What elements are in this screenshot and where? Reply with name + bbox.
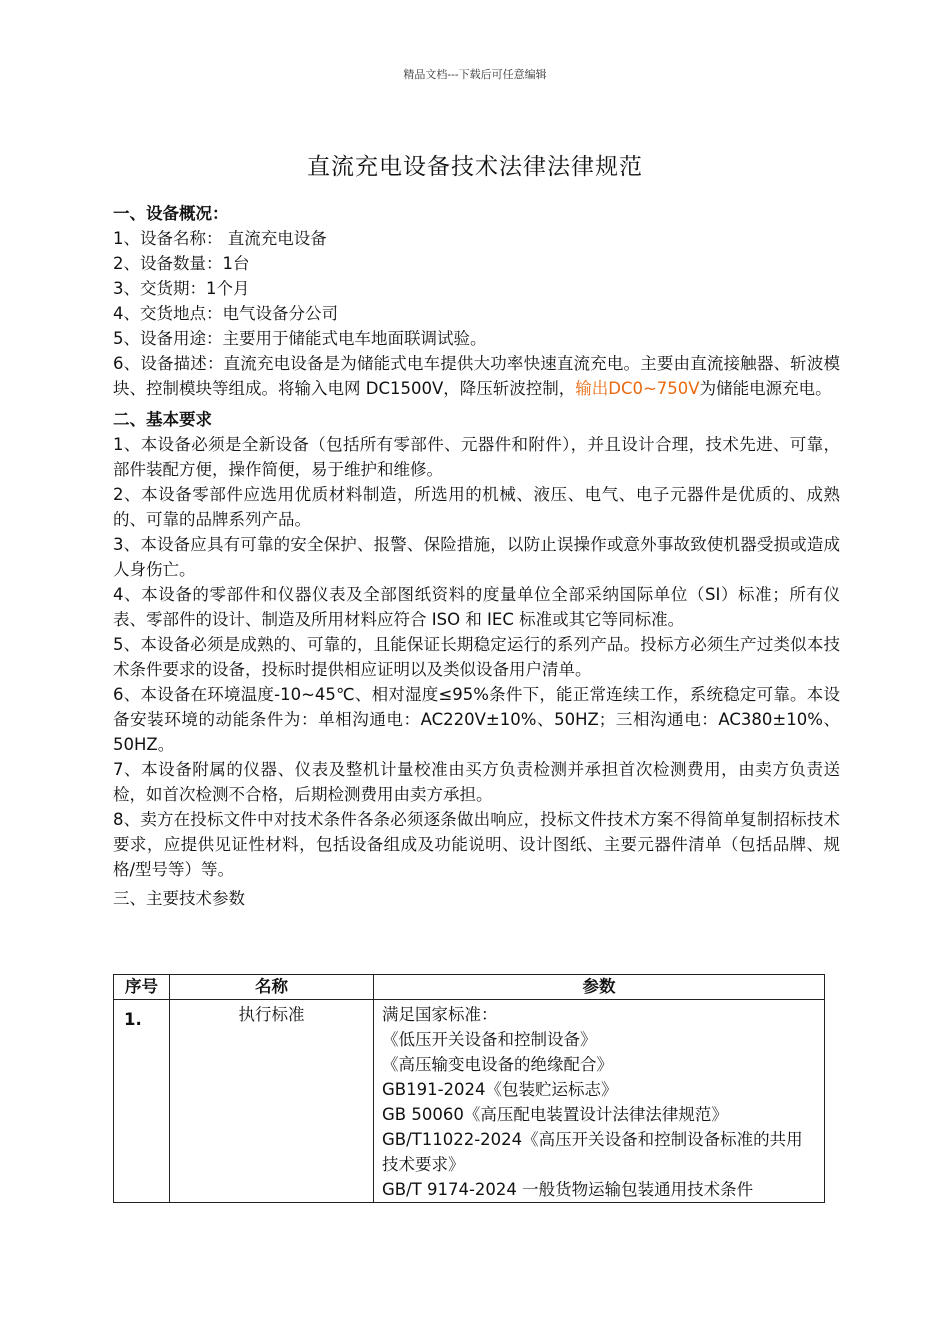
requirement-item: 3、本设备应具有可靠的安全保护、报警、保险措施，以防止误操作或意外事故致使机器受损或造成人身伤亡。 <box>113 535 840 579</box>
requirement-item: 8、卖方在投标文件中对技术条件各条必须逐条做出响应，投标文件技术方案不得简单复制招标技术要求，应提供见证性材料，包括设备组成及功能说明、设计图纸、主要元器件清单（包括品牌、规格/型号等）等。 <box>113 810 840 879</box>
overview-item: 2、设备数量：1台 <box>113 254 250 273</box>
param-line: 《低压开关设备和控制设备》 <box>382 1030 597 1049</box>
requirement-item: 7、本设备附属的仪器、仪表及整机计量校准由买方负责检测并承担首次检测费用，由卖方负责送检，如首次检测不合格，后期检测费用由卖方承担。 <box>113 760 840 804</box>
param-line: 满足国家标准： <box>382 1005 498 1024</box>
document-title: 直流充电设备技术法律法律规范 <box>307 154 643 180</box>
param-line: GB 50060《高压配电装置设计法律法律规范》 <box>382 1105 728 1124</box>
overview-item-description <box>113 351 840 401</box>
header-name: 名称 <box>170 975 374 1000</box>
row-params <box>374 1000 825 1203</box>
description-text-end: 为储能电源充电。 <box>699 379 832 398</box>
param-line: GB/T 9174-2024 一般货物运输包装通用技术条件 <box>382 1180 754 1199</box>
section-heading-requirements: 二、基本要求 <box>113 410 212 429</box>
parameters-table <box>113 974 825 1203</box>
header-no: 序号 <box>114 975 170 1000</box>
requirement-item: 5、本设备必须是成熟的、可靠的，且能保证长期稳定运行的系列产品。投标方必须生产过类似本技术条件要求的设备，投标时提供相应证明以及类似设备用户清单。 <box>113 635 840 679</box>
table-row <box>114 1000 825 1203</box>
requirement-item: 4、本设备的零部件和仪器仪表及全部图纸资料的度量单位全部采纳国际单位（SI）标准；所有仪表、零部件的设计、制造及所用材料应符合 ISO 和 IEC 标准或其它等同标准。 <box>113 585 840 629</box>
overview-item: 5、设备用途：主要用于储能式电车地面联调试验。 <box>113 329 487 348</box>
row-no: 1. <box>114 1000 170 1203</box>
document-body <box>113 201 840 911</box>
header-note: 精品文档---下载后可任意编辑 <box>403 68 547 81</box>
param-line: GB/T11022-2024《高压开关设备和控制设备标准的共用技术要求》 <box>382 1130 803 1174</box>
param-line: 《高压输变电设备的绝缘配合》 <box>382 1055 613 1074</box>
overview-item: 4、交货地点：电气设备分公司 <box>113 304 338 323</box>
row-name: 执行标准 <box>170 1000 374 1203</box>
overview-item: 1、设备名称： 直流充电设备 <box>113 229 327 248</box>
requirement-item: 2、本设备零部件应选用优质材料制造，所选用的机械、液压、电气、电子元器件是优质的、成熟的、可靠的品牌系列产品。 <box>113 485 840 529</box>
overview-item: 3、交货期：1个月 <box>113 279 250 298</box>
description-text: 6、设备描述：直流充电设备是为储能式电车提供大功率快速直流充电。主要由直流接触器、斩波模块、控制模块等组成。将输入电网 DC1500V，降压斩波控制， <box>113 354 840 398</box>
param-line: GB191-2024《包装贮运标志》 <box>382 1080 618 1099</box>
requirement-item: 6、本设备在环境温度-10~45℃、相对湿度≤95%条件下，能正常连续工作，系统稳定可靠。本设备安装环境的动能条件为：单相沟通电：AC220V±10%、50HZ；三相沟通电：AC380±10%、50HZ。 <box>113 685 840 754</box>
section-heading-parameters: 三、主要技术参数 <box>113 889 245 908</box>
table-header-row <box>114 975 825 1000</box>
description-highlight: 输出DC0~750V <box>575 379 700 398</box>
header-params: 参数 <box>374 975 825 1000</box>
section-heading-overview: 一、设备概况： <box>113 204 229 223</box>
requirement-item: 1、本设备必须是全新设备（包括所有零部件、元器件和附件），并且设计合理，技术先进、可靠，部件装配方便，操作简便，易于维护和维修。 <box>113 435 840 479</box>
